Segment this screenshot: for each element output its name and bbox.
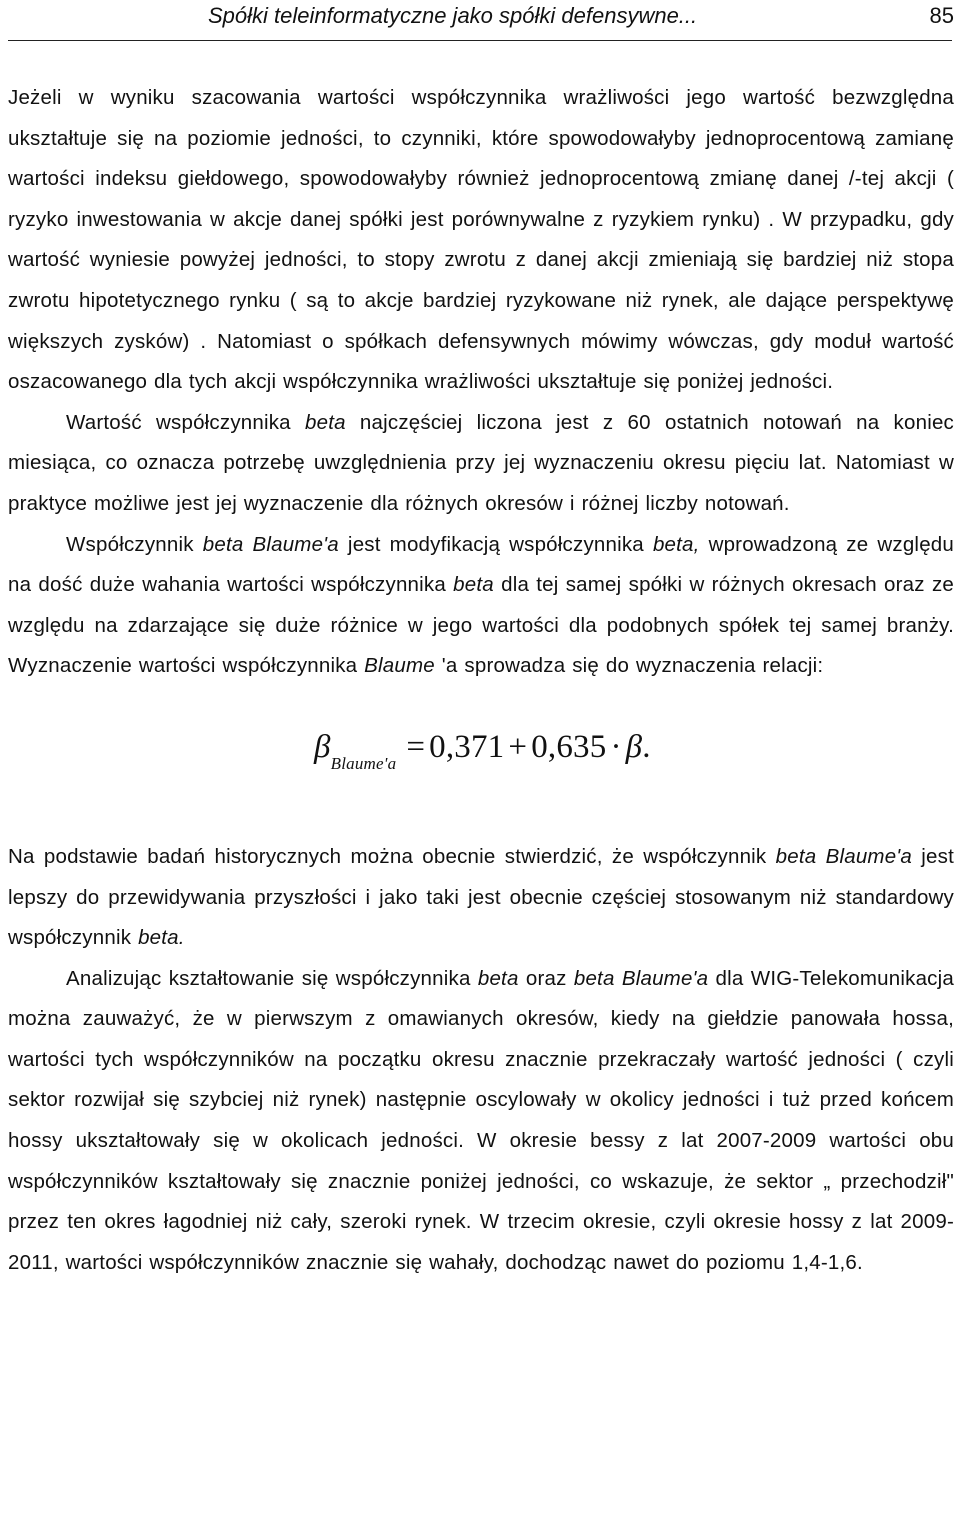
formula-subscript: Blaume'a bbox=[330, 753, 397, 773]
equals-sign: = bbox=[406, 728, 426, 765]
beta-symbol: β bbox=[314, 728, 331, 765]
page-number: 85 bbox=[929, 3, 954, 28]
paragraph-blaume-beta bbox=[8, 525, 954, 687]
paragraph-historical-research bbox=[8, 837, 954, 959]
italic-term: beta. bbox=[138, 926, 185, 950]
text-run: wprowadzoną ze względu na dość duże wahania wartości współczynnika bbox=[8, 532, 954, 597]
plus-sign: + bbox=[508, 728, 528, 765]
text-run: Na podstawie badań historycznych można obecnie stwierdzić, że współczynnik bbox=[8, 844, 776, 868]
paragraph-beta-calculation bbox=[8, 403, 954, 525]
text-run: Analizując kształtowanie się współczynnika bbox=[66, 966, 478, 990]
formula-period: . bbox=[642, 728, 651, 765]
italic-term: beta bbox=[477, 966, 519, 990]
text-run: 'a sprowadza się do wyznaczenia relacji: bbox=[434, 654, 824, 678]
text-run: Wartość współczynnika bbox=[66, 410, 305, 434]
italic-term: beta Blaume'a bbox=[573, 966, 709, 990]
paragraph-wig-telecom-analysis bbox=[8, 959, 954, 1284]
running-title: Spółki teleinformatyczne jako spółki defensywne... bbox=[208, 3, 698, 28]
header-divider bbox=[8, 40, 952, 41]
text-run: jest lepszy do przewidywania przyszłości i jako taki jest obecnie częściej stosowanym niż standardowy współczynnik bbox=[8, 844, 954, 950]
italic-term: beta bbox=[453, 573, 494, 597]
italic-term: beta bbox=[305, 410, 346, 434]
body-text bbox=[8, 78, 954, 1283]
italic-term: beta, bbox=[652, 532, 700, 556]
page-header bbox=[0, 0, 960, 40]
blaume-formula bbox=[8, 687, 954, 837]
text-run: Współczynnik bbox=[66, 532, 203, 556]
italic-term: beta Blaume'a bbox=[775, 844, 913, 868]
italic-term: Blaume bbox=[364, 654, 435, 678]
text-run: dla tej samej spółki w różnych okresach oraz ze względu na zdarzające się duże różnice w jego wartości dla podobnych spółek tej samej branży. Wyznaczenie wartości współczynnika bbox=[8, 573, 955, 678]
text-run: najczęściej liczona jest z 60 ostatnich notowań na koniec miesiąca, co oznacza potrzebę uwzględnienia przy jej wyznaczeniu okresu pięciu lat. Natomiast w praktyce możliwe jest jej wyznaczenie dla różnych okresów i różnej liczby notowań. bbox=[8, 410, 954, 515]
italic-term: beta Blaume'a bbox=[202, 532, 339, 556]
formula-intercept: 0,371 bbox=[429, 728, 505, 765]
text-run: dla WIG-Telekomunikacja można zauważyć, że w pierwszym z omawianych okresów, kiedy na giełdzie panowała hossa, wartości tych współczynników na początku okresu znacznie przekraczały wartość jedności ( czyli sektor rozwijał się szybciej niż rynek) następnie oscylowały w okolicy jedności i tuż przed końcem hossy ukształtowały się w okolicach jedności. W okresie bessy z lat 2007-2009 wartości obu współczynników kształtowały się znacznie poniżej jedności, co wskazuje, że sektor „ przechodził" przez ten okres łagodniej niż cały, szeroki rynek. W trzecim okresie, czyli okresie hossy z lat 2009-2011, wartości współczynników znacznie się wahały, dochodząc nawet do poziomu 1,4-1,6. bbox=[8, 966, 954, 1274]
text-run: jest modyfikacją współczynnika bbox=[338, 532, 653, 556]
multiply-dot: · bbox=[610, 728, 622, 765]
formula-coefficient: 0,635 bbox=[531, 728, 607, 765]
paragraph-sensitivity-coefficient: Jeżeli w wyniku szacowania wartości współczynnika wrażliwości jego wartość bezwzględna ukształtuje się na poziomie jedności, to czynniki, które spowodowałyby jednoprocentową zamianę wartości indeksu giełdowego, spowodowałyby również jednoprocentową zmianę danej /-tej akcji ( ryzyko inwestowania w akcje danej spółki jest porównywalne z ryzykiem rynku) . W przypadku, gdy wartość wyniesie powyżej jedności, to stopy zwrotu z danej akcji zmieniają się bardziej niż stopa zwrotu hipotetycznego rynku ( są to akcje bardziej ryzykowane niż rynek, ale dające perspektywę większych zysków) . Natomiast o spółkach defensywnych mówimy wówczas, gdy moduł wartość oszacowanego dla tych akcji współczynnika wrażliwości ukształtuje się poniżej jedności. bbox=[8, 86, 954, 394]
formula-expression bbox=[314, 728, 651, 773]
text-run: oraz bbox=[518, 966, 574, 990]
beta-symbol: β bbox=[625, 728, 643, 765]
